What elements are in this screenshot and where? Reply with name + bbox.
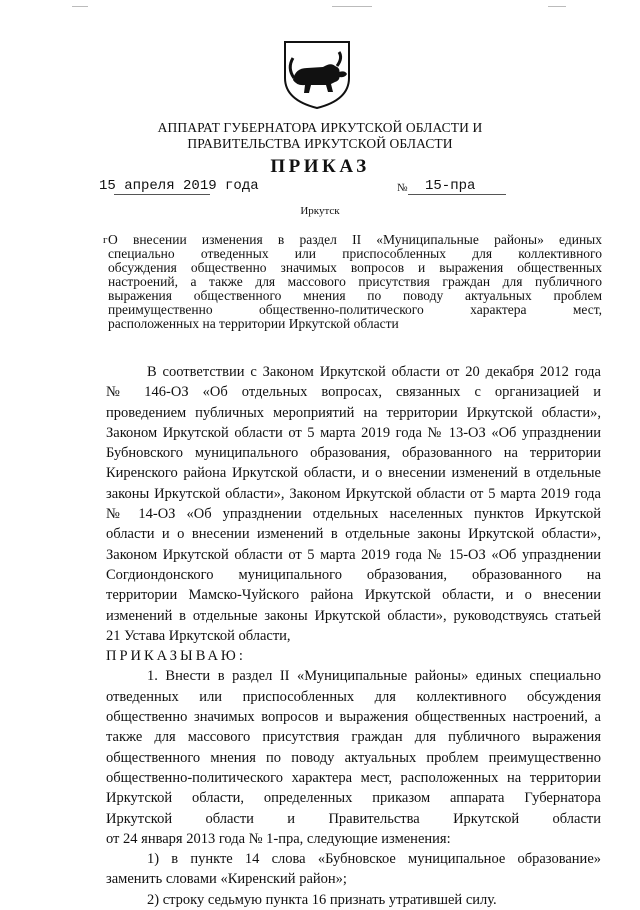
body-line: Законом Иркутской области от 5 марта 2019 года № 13-ОЗ «Об упразднении [106,424,601,441]
body-line: заменить словами «Киренский район»; [106,871,347,888]
date-underline [114,194,210,195]
order-number: 15-пра [425,178,476,194]
body-line: Бубновского муниципального образования, образованного на территории [106,445,601,462]
order-subject [103,232,602,331]
body-line: Иркутской области и Правительства Иркутской области [106,810,601,827]
subject-line: преимущественно общественно-политического характера мест, [108,302,602,317]
body-line: области и о внесении изменений в отдельные законы Иркутской области», [106,526,601,543]
body-line: изменений в отдельные законы Иркутской области», руководствуясь статьей [106,607,601,624]
organization-name-line1: АППАРАТ ГУБЕРНАТОРА ИРКУТСКОЙ ОБЛАСТИ И [157,120,483,135]
body-line: также для массового присутствия граждан для публичного выражения [106,729,601,746]
body-line: Законом Иркутской области от 5 марта 2019 года № 15-ОЗ «Об упразднении [106,546,601,563]
body-line: 2) строку седьмую пункта 16 признать утратившей силу. [147,891,497,908]
body-line: Иркутской области, определенных приказом аппарата Губернатора [106,790,601,807]
order-date: 15 апреля 2019 года [99,178,259,194]
body-line: отведенных или приспособленных для коллективного обсуждения [106,688,601,705]
body-line: от 24 января 2013 года № 1-пра, следующие изменения: [106,830,451,847]
body-line: общественно значимых вопросов и выражения общественных настроений, а [106,709,601,726]
order-body [106,362,601,910]
number-sign: № [397,182,408,194]
body-line: № 146-ОЗ «Об отдельных вопросах, связанных с организацией и [106,384,601,401]
body-line: территории Мамско-Чуйского района Иркутской области, и о внесении [106,587,601,604]
subject-line: настроений, а также для массового присутствия граждан для публичного [108,274,602,289]
body-line: 1. Внести в раздел II «Муниципальные районы» единых специально [147,668,601,685]
prikazyvayu-heading: ПРИКАЗЫВАЮ: [106,648,246,665]
body-line: 21 Устава Иркутской области, [106,627,291,644]
subject-line: расположенных на территории Иркутской области [108,316,399,331]
body-line: Согдиондонского муниципального образования, образованного на [106,566,601,583]
body-line: законы Иркутской области», Законом Иркутской области от 5 марта 2019 года [106,485,601,502]
body-line: Киренского района Иркутской области, и о внесении изменений в отдельные [106,465,601,482]
document-title: ПРИКАЗ [270,156,370,177]
body-line: В соответствии с Законом Иркутской области от 20 декабря 2012 года [147,364,601,380]
scan-top-marks [0,6,640,10]
subject-line: выражения общественного мнения по поводу актуальных проблем [108,288,602,303]
body-line: проведением публичных мероприятий на территории Иркутской области», [106,404,601,421]
body-line: 1) в пункте 14 слова «Бубновское муниципальное образование» [147,851,601,868]
body-line: общественного мнения по поводу актуальных проблем преимущественно [106,749,601,766]
organization-name-line2: ПРАВИТЕЛЬСТВА ИРКУТСКОЙ ОБЛАСТИ [187,136,453,151]
subject-bracket-mark: г [103,234,108,246]
city-name: Иркутск [300,205,340,217]
subject-line: О внесении изменения в раздел II «Муниципальные районы» единых [108,232,602,247]
body-line: общественно-политического характера мест, расположенных на территории [106,769,601,786]
body-line: № 14-ОЗ «Об упразднении отдельных населенных пунктов Иркутской [106,506,601,523]
subject-line: специально отведенных или приспособленных для коллективного [108,246,602,261]
irkutsk-coat-of-arms-icon [279,38,355,110]
subject-line: обсуждения общественно значимых вопросов и выражения общественных [108,260,602,275]
number-underline [408,194,506,195]
